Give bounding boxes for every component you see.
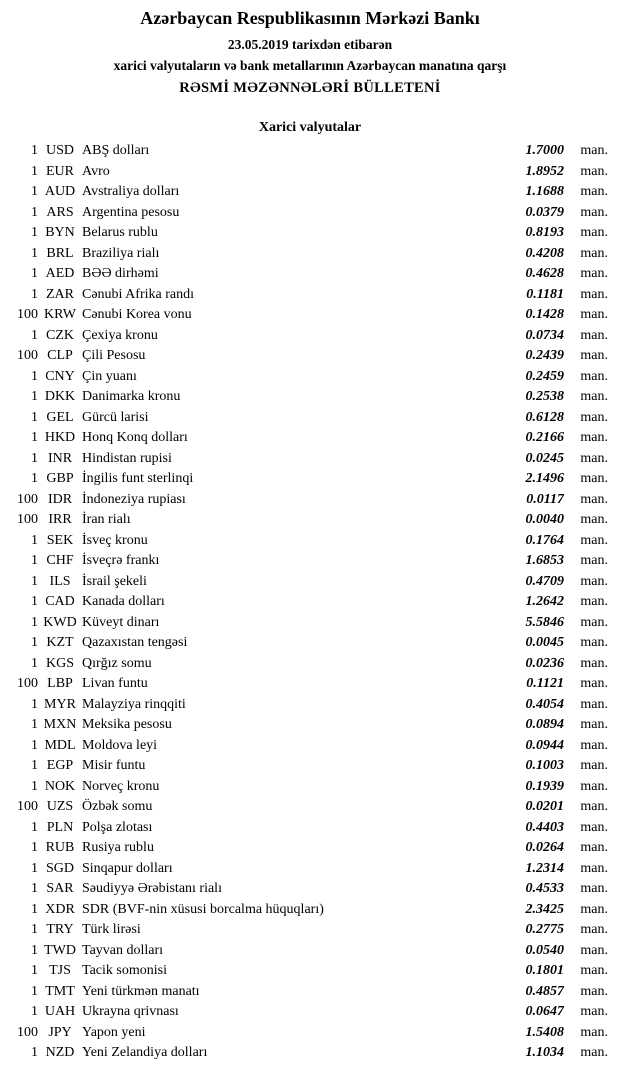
- table-row: [8, 674, 608, 695]
- currency-unit: man.: [580, 573, 608, 589]
- currency-rate: 0.0117: [526, 491, 564, 507]
- currency-rate: 0.0045: [525, 635, 564, 651]
- table-row: [8, 469, 608, 490]
- table-row: [8, 818, 608, 839]
- currency-name: Özbək somu: [82, 799, 153, 815]
- currency-quantity: 1: [31, 389, 38, 405]
- currency-quantity: 1: [31, 901, 38, 917]
- currency-rate: 0.0647: [525, 1004, 564, 1020]
- currency-code: ZAR: [46, 286, 74, 302]
- currency-quantity: 1: [31, 225, 38, 241]
- table-row: [8, 449, 608, 470]
- section-title-foreign-currencies: Xarici valyutalar: [258, 120, 362, 135]
- currency-rate: 0.4533: [525, 881, 564, 897]
- currency-code: DKK: [44, 389, 76, 405]
- currency-code: MYR: [44, 696, 76, 712]
- table-row: [8, 736, 608, 757]
- currency-quantity: 1: [31, 860, 38, 876]
- table-row: [8, 654, 608, 675]
- currency-code: GBP: [46, 471, 74, 487]
- currency-unit: man.: [580, 778, 608, 794]
- currency-quantity: 1: [31, 553, 38, 569]
- currency-code: SAR: [46, 881, 74, 897]
- currency-code: NZD: [45, 1045, 75, 1061]
- currency-unit: man.: [580, 696, 608, 712]
- currency-name: Gürcü larisi: [82, 409, 149, 425]
- currency-code: CHF: [46, 553, 74, 569]
- table-row: [8, 613, 608, 634]
- currency-unit: man.: [580, 922, 608, 938]
- currency-code: HKD: [44, 430, 76, 446]
- currency-code: CZK: [46, 327, 74, 343]
- currency-name: İsrail şekeli: [82, 573, 147, 589]
- currency-rate: 0.0201: [525, 799, 564, 815]
- currency-code: LBP: [47, 676, 73, 692]
- table-row: [8, 1002, 608, 1023]
- currency-name: Cənubi Korea vonu: [82, 307, 192, 323]
- currency-name: Misir funtu: [82, 758, 146, 774]
- currency-name: Kanada dolları: [82, 594, 165, 610]
- currency-code: ILS: [49, 573, 71, 589]
- effective-date-line: 23.05.2019 tarixdən etibarən: [227, 37, 393, 52]
- table-row: [8, 326, 608, 347]
- currency-code: EGP: [46, 758, 74, 774]
- currency-rate: 1.2642: [525, 594, 564, 610]
- currency-rate: 0.4709: [525, 573, 564, 589]
- currency-name: Rusiya rublu: [82, 840, 154, 856]
- currency-quantity: 100: [17, 676, 38, 692]
- table-row: [8, 182, 608, 203]
- currency-rate: 1.6853: [525, 553, 564, 569]
- currency-quantity: 1: [31, 778, 38, 794]
- currency-name: Moldova leyi: [82, 737, 158, 753]
- currency-rate: 0.1939: [525, 778, 564, 794]
- currency-name: Ukrayna qrivnası: [82, 1004, 179, 1020]
- currency-rate: 0.0540: [525, 942, 564, 958]
- currency-quantity: 1: [31, 942, 38, 958]
- currency-unit: man.: [580, 737, 608, 753]
- currency-rate: 0.2538: [525, 389, 564, 405]
- currency-name: Tayvan dolları: [82, 942, 164, 958]
- currency-code: USD: [45, 143, 74, 159]
- currency-name: Livan funtu: [82, 676, 148, 692]
- currency-code: GEL: [46, 409, 74, 425]
- currency-rate: 0.4054: [525, 696, 564, 712]
- currency-rate: 0.0040: [525, 512, 564, 528]
- currency-quantity: 1: [31, 532, 38, 548]
- currency-rate: 2.1496: [525, 471, 564, 487]
- currency-quantity: 1: [31, 819, 38, 835]
- currency-code: EUR: [46, 163, 74, 179]
- currency-unit: man.: [580, 266, 608, 282]
- rates-table-body: [8, 141, 608, 1064]
- currency-quantity: 100: [17, 348, 38, 364]
- table-row: [8, 428, 608, 449]
- currency-quantity: 1: [31, 430, 38, 446]
- table-row: [8, 367, 608, 388]
- currency-unit: man.: [580, 184, 608, 200]
- table-row: [8, 920, 608, 941]
- currency-code: JPY: [48, 1024, 72, 1040]
- currency-quantity: 1: [31, 696, 38, 712]
- currency-unit: man.: [580, 430, 608, 446]
- currency-code: KZT: [46, 635, 74, 651]
- currency-quantity: 1: [31, 450, 38, 466]
- currency-code: ARS: [46, 204, 74, 220]
- currency-name: Braziliya rialı: [82, 245, 160, 261]
- currency-code: AUD: [44, 184, 76, 200]
- currency-rate: 0.2459: [525, 368, 564, 384]
- currency-quantity: 1: [31, 409, 38, 425]
- currency-unit: man.: [580, 635, 608, 651]
- currency-code: BRL: [46, 245, 74, 261]
- currency-name: Tacik somonisi: [82, 963, 167, 979]
- currency-rate: 0.1764: [525, 532, 564, 548]
- currency-quantity: 1: [31, 1045, 38, 1061]
- currency-quantity: 100: [17, 799, 38, 815]
- table-row: [8, 408, 608, 429]
- currency-name: Meksika pesosu: [82, 717, 172, 733]
- currency-name: İran rialı: [82, 512, 131, 528]
- currency-code: PLN: [46, 819, 74, 835]
- currency-rate: 0.0734: [525, 327, 564, 343]
- currency-code: IRR: [48, 512, 72, 528]
- currency-rate: 1.8952: [525, 163, 564, 179]
- table-row: [8, 572, 608, 593]
- table-row: [8, 859, 608, 880]
- currency-code: AED: [45, 266, 75, 282]
- currency-code: IDR: [47, 491, 73, 507]
- table-row: [8, 203, 608, 224]
- table-row: [8, 1023, 608, 1044]
- currency-quantity: 100: [17, 1024, 38, 1040]
- currency-unit: man.: [580, 532, 608, 548]
- table-row: [8, 305, 608, 326]
- currency-quantity: 1: [31, 963, 38, 979]
- table-row: [8, 715, 608, 736]
- currency-rate: 0.1801: [525, 963, 564, 979]
- currency-unit: man.: [580, 983, 608, 999]
- currency-unit: man.: [580, 901, 608, 917]
- currency-rate: 0.4403: [525, 819, 564, 835]
- currency-code: CAD: [45, 594, 75, 610]
- currency-code: TMT: [45, 983, 75, 999]
- currency-unit: man.: [580, 368, 608, 384]
- currency-name: Küveyt dinarı: [82, 614, 160, 630]
- table-row: [8, 633, 608, 654]
- currency-rate: 1.7000: [525, 143, 564, 159]
- currency-unit: man.: [580, 553, 608, 569]
- currency-quantity: 1: [31, 840, 38, 856]
- currency-name: Hindistan rupisi: [82, 450, 172, 466]
- currency-name: ABŞ dolları: [82, 143, 150, 159]
- table-row: [8, 838, 608, 859]
- currency-unit: man.: [580, 881, 608, 897]
- currency-unit: man.: [580, 799, 608, 815]
- currency-rate: 0.1181: [526, 286, 564, 302]
- table-row: [8, 941, 608, 962]
- table-row: [8, 387, 608, 408]
- currency-code: TWD: [44, 942, 76, 958]
- table-row: [8, 797, 608, 818]
- currency-rate: 0.2439: [525, 348, 564, 364]
- currency-name: BƏƏ dirhəmi: [82, 266, 159, 282]
- currency-name: Danimarka kronu: [82, 389, 181, 405]
- currency-name: Cənubi Afrika randı: [82, 286, 194, 302]
- table-row: [8, 141, 608, 162]
- bulletin-header: [0, 7, 620, 97]
- currency-name: Türk lirəsi: [82, 922, 141, 938]
- currency-code: SGD: [45, 860, 74, 876]
- currency-name: Çili Pesosu: [82, 348, 146, 364]
- currency-rate: 2.3425: [525, 901, 564, 917]
- currency-quantity: 1: [31, 327, 38, 343]
- currency-quantity: 1: [31, 614, 38, 630]
- table-row: [8, 592, 608, 613]
- currency-rate: 1.2314: [525, 860, 564, 876]
- currency-quantity: 1: [31, 245, 38, 261]
- currency-name: Avstraliya dolları: [82, 184, 180, 200]
- table-row: [8, 777, 608, 798]
- currency-rate: 0.1121: [526, 676, 564, 692]
- currency-rate: 0.1003: [525, 758, 564, 774]
- currency-unit: man.: [580, 819, 608, 835]
- currency-unit: man.: [580, 512, 608, 528]
- table-row: [8, 510, 608, 531]
- table-row: [8, 1043, 608, 1064]
- currency-rate: 5.5846: [525, 614, 564, 630]
- currency-quantity: 1: [31, 471, 38, 487]
- currency-unit: man.: [580, 717, 608, 733]
- table-row: [8, 695, 608, 716]
- currency-name: Yeni türkmən manatı: [82, 983, 200, 999]
- currency-code: SEK: [46, 532, 74, 548]
- currency-code: KWD: [43, 614, 77, 630]
- table-row: [8, 244, 608, 265]
- currency-rate: 0.0245: [525, 450, 564, 466]
- currency-code: XDR: [45, 901, 75, 917]
- table-row: [8, 982, 608, 1003]
- currency-name: Norveç kronu: [82, 778, 160, 794]
- currency-unit: man.: [580, 204, 608, 220]
- currency-quantity: 1: [31, 184, 38, 200]
- currency-quantity: 1: [31, 922, 38, 938]
- currency-code: UZS: [46, 799, 74, 815]
- currency-quantity: 1: [31, 983, 38, 999]
- bank-title: Azərbaycan Respublikasının Mərkəzi Bankı: [140, 8, 480, 28]
- currency-unit: man.: [580, 1024, 608, 1040]
- currency-rate: 1.1034: [525, 1045, 564, 1061]
- currency-rate: 0.4628: [525, 266, 564, 282]
- currency-quantity: 100: [17, 491, 38, 507]
- table-row: [8, 490, 608, 511]
- currency-name: İndoneziya rupiası: [82, 491, 186, 507]
- currency-name: Argentina pesosu: [82, 204, 180, 220]
- currency-name: Honq Konq dolları: [82, 430, 188, 446]
- currency-unit: man.: [580, 676, 608, 692]
- currency-quantity: 1: [31, 717, 38, 733]
- currency-quantity: 1: [31, 655, 38, 671]
- currency-quantity: 1: [31, 1004, 38, 1020]
- currency-rate: 1.5408: [525, 1024, 564, 1040]
- currency-quantity: 1: [31, 266, 38, 282]
- currency-quantity: 1: [31, 573, 38, 589]
- currency-rate: 0.2775: [525, 922, 564, 938]
- currency-quantity: 1: [31, 635, 38, 651]
- currency-name: Avro: [82, 163, 110, 179]
- currency-unit: man.: [580, 348, 608, 364]
- currency-unit: man.: [580, 860, 608, 876]
- currency-code: NOK: [44, 778, 76, 794]
- currency-quantity: 1: [31, 594, 38, 610]
- bulletin-subtitle: xarici valyutaların və bank metallarının Azərbaycan manatına qarşı: [113, 58, 507, 73]
- currency-quantity: 1: [31, 204, 38, 220]
- rates-table: [8, 141, 608, 1064]
- currency-quantity: 1: [31, 163, 38, 179]
- currency-unit: man.: [580, 225, 608, 241]
- bulletin-title: RƏSMİ MƏZƏNNƏLƏRİ BÜLLETENİ: [179, 80, 441, 96]
- table-row: [8, 531, 608, 552]
- currency-code: MDL: [44, 737, 76, 753]
- currency-rate: 0.1428: [525, 307, 564, 323]
- currency-name: Polşa zlotası: [82, 819, 153, 835]
- currency-name: Çexiya kronu: [82, 327, 158, 343]
- currency-rate: 0.0894: [525, 717, 564, 733]
- currency-unit: man.: [580, 327, 608, 343]
- currency-unit: man.: [580, 840, 608, 856]
- currency-rate: 0.4208: [525, 245, 564, 261]
- currency-name: Yapon yeni: [82, 1024, 146, 1040]
- currency-unit: man.: [580, 491, 608, 507]
- currency-unit: man.: [580, 758, 608, 774]
- currency-unit: man.: [580, 389, 608, 405]
- currency-code: TJS: [49, 963, 71, 979]
- table-row: [8, 900, 608, 921]
- currency-unit: man.: [580, 471, 608, 487]
- currency-code: KGS: [45, 655, 74, 671]
- currency-rate: 0.0379: [525, 204, 564, 220]
- currency-quantity: 1: [31, 758, 38, 774]
- currency-quantity: 1: [31, 368, 38, 384]
- currency-quantity: 1: [31, 737, 38, 753]
- currency-quantity: 100: [17, 512, 38, 528]
- currency-code: CLP: [47, 348, 73, 364]
- currency-unit: man.: [580, 286, 608, 302]
- currency-code: MXN: [43, 717, 77, 733]
- currency-name: Sinqapur dolları: [82, 860, 173, 876]
- table-row: [8, 264, 608, 285]
- table-row: [8, 879, 608, 900]
- currency-quantity: 1: [31, 881, 38, 897]
- currency-code: INR: [47, 450, 73, 466]
- currency-unit: man.: [580, 1045, 608, 1061]
- currency-rate: 0.2166: [525, 430, 564, 446]
- table-row: [8, 285, 608, 306]
- currency-unit: man.: [580, 614, 608, 630]
- currency-unit: man.: [580, 1004, 608, 1020]
- currency-name: Malayziya rinqqiti: [82, 696, 186, 712]
- currency-quantity: 100: [17, 307, 38, 323]
- currency-rate: 0.0236: [525, 655, 564, 671]
- currency-unit: man.: [580, 163, 608, 179]
- currency-name: Səudiyyə Ərəbistanı rialı: [82, 881, 222, 897]
- currency-unit: man.: [580, 594, 608, 610]
- currency-code: BYN: [45, 225, 75, 241]
- currency-code: TRY: [46, 922, 74, 938]
- currency-name: Çin yuanı: [82, 368, 137, 384]
- currency-unit: man.: [580, 450, 608, 466]
- currency-code: CNY: [45, 368, 75, 384]
- table-row: [8, 551, 608, 572]
- currency-quantity: 1: [31, 286, 38, 302]
- currency-unit: man.: [580, 942, 608, 958]
- currency-name: Yeni Zelandiya dolları: [82, 1045, 208, 1061]
- currency-name: Qazaxıstan tengəsi: [82, 635, 188, 651]
- currency-name: İngilis funt sterlinqi: [82, 471, 194, 487]
- currency-unit: man.: [580, 963, 608, 979]
- currency-rate: 0.8193: [525, 225, 564, 241]
- currency-code: RUB: [45, 840, 75, 856]
- currency-name: Qırğız somu: [82, 655, 152, 671]
- table-row: [8, 961, 608, 982]
- currency-name: İsveç kronu: [82, 532, 148, 548]
- currency-rate: 0.6128: [525, 409, 564, 425]
- currency-name: İsveçrə frankı: [82, 553, 160, 569]
- currency-unit: man.: [580, 409, 608, 425]
- currency-unit: man.: [580, 307, 608, 323]
- currency-unit: man.: [580, 245, 608, 261]
- currency-rate: 0.0264: [525, 840, 564, 856]
- currency-unit: man.: [580, 655, 608, 671]
- currency-name: SDR (BVF-nin xüsusi borcalma hüquqları): [82, 901, 324, 917]
- currency-rate: 0.4857: [525, 983, 564, 999]
- currency-name: Belarus rublu: [82, 225, 158, 241]
- currency-unit: man.: [580, 143, 608, 159]
- currency-rate: 1.1688: [525, 184, 564, 200]
- table-row: [8, 223, 608, 244]
- currency-quantity: 1: [31, 143, 38, 159]
- table-row: [8, 162, 608, 183]
- currency-code: UAH: [44, 1004, 76, 1020]
- currency-rate: 0.0944: [525, 737, 564, 753]
- table-row: [8, 346, 608, 367]
- table-row: [8, 756, 608, 777]
- currency-code: KRW: [44, 307, 76, 323]
